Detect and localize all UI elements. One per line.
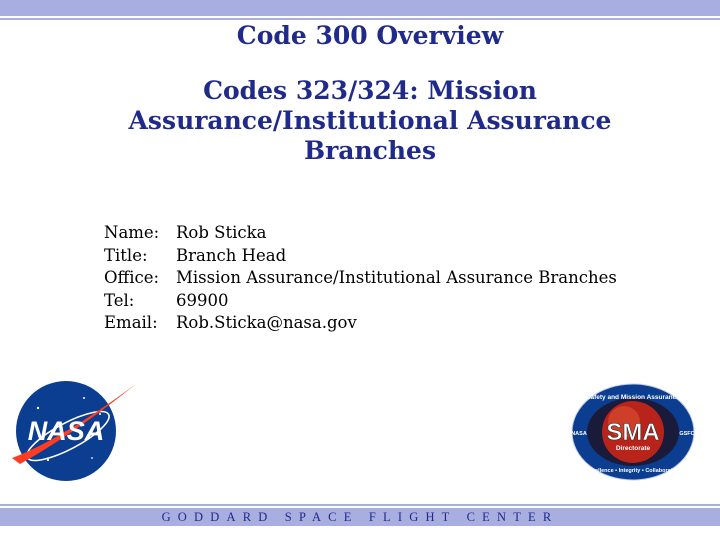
contact-row-tel <box>104 290 617 313</box>
contact-label: Tel: <box>104 290 135 310</box>
footer-text: GODDARD SPACE FLIGHT CENTER <box>161 510 559 524</box>
slide-title: Code 300 Overview <box>236 21 504 50</box>
top-band <box>0 0 720 16</box>
contact-value: Rob.Sticka@nasa.gov <box>176 313 357 333</box>
slide-subtitle: Codes 323/324: Mission Assurance/Institutional Assurance Branches <box>128 76 612 165</box>
contact-info <box>104 222 617 335</box>
slide-title-block <box>90 20 650 166</box>
sma-ring-top-text: Safety and Mission Assurance <box>586 394 680 401</box>
sma-ring-left-text: NASA <box>571 431 587 437</box>
contact-row-email <box>104 312 617 335</box>
sma-main-text: SMA <box>606 419 660 446</box>
contact-value: Mission Assurance/Institutional Assurance Branches <box>176 268 617 288</box>
nasa-wordmark: NASA <box>27 416 105 446</box>
contact-label: Email: <box>104 313 158 333</box>
sma-sub-text: Directorate <box>615 445 651 452</box>
contact-value: 69900 <box>176 290 229 310</box>
sma-ring-right-text: GSFC <box>679 431 695 437</box>
contact-row-office <box>104 267 617 290</box>
contact-label: Office: <box>104 268 160 288</box>
contact-label: Name: <box>104 223 160 242</box>
contact-value: Branch Head <box>176 245 287 265</box>
contact-row-name <box>104 222 617 245</box>
bottom-divider <box>0 504 720 506</box>
contact-row-title <box>104 245 617 268</box>
sma-ring-bottom-text: Excellence • Integrity • Collaboration <box>585 468 681 474</box>
contact-label: Title: <box>104 245 148 265</box>
contact-value: Rob Sticka <box>176 223 267 242</box>
sma-directorate-logo-icon <box>570 382 696 482</box>
nasa-logo-icon <box>8 376 140 486</box>
